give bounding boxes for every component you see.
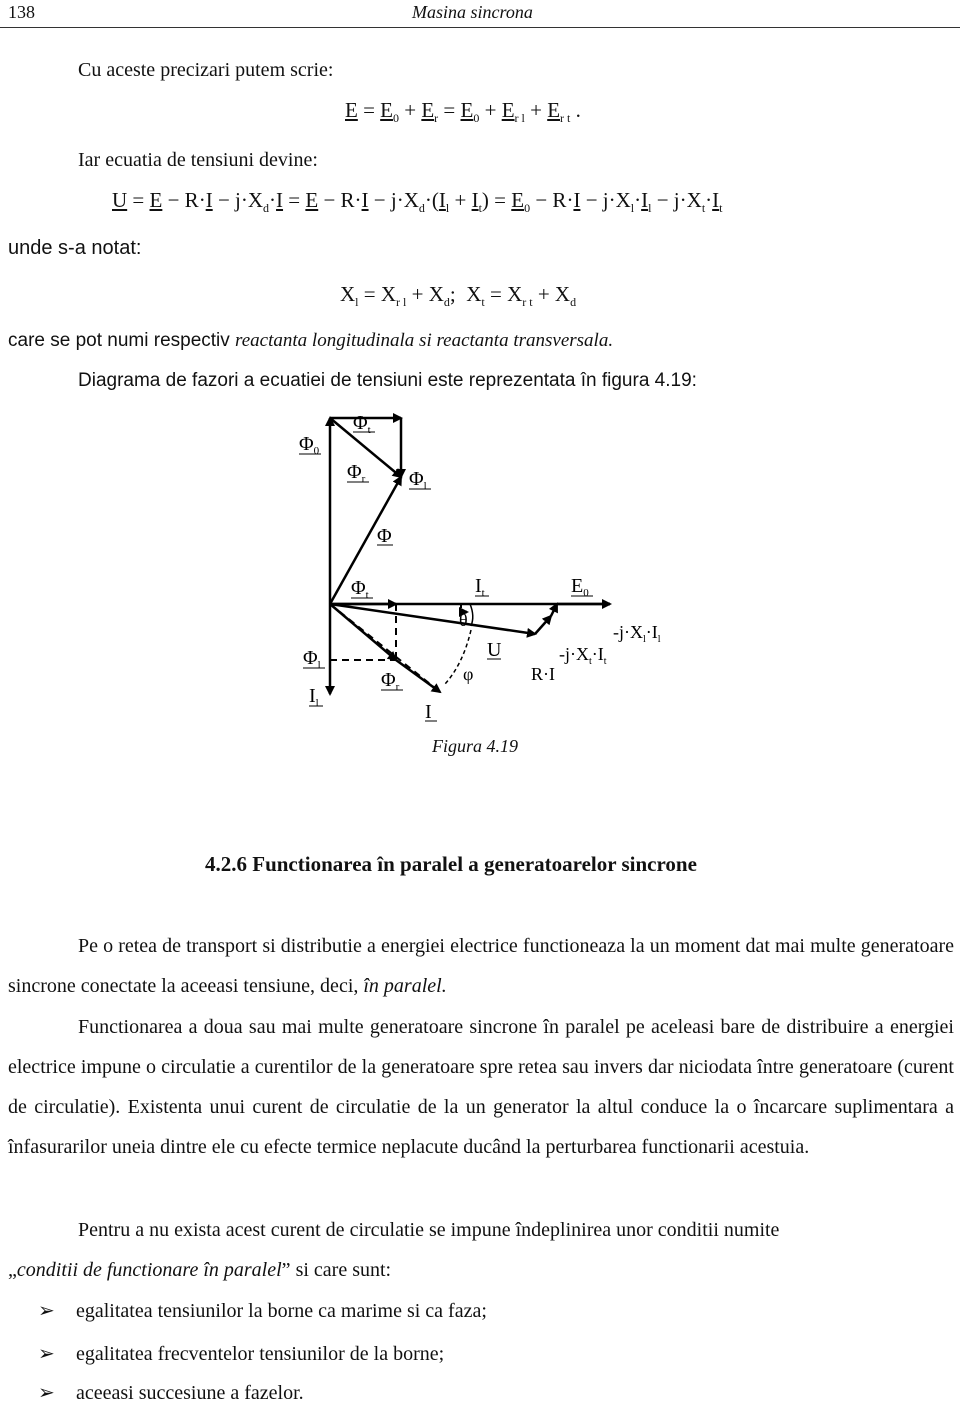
label-phi0: $\Phi_0$: [299, 433, 320, 457]
label-phi-r: $\Phi_r$: [347, 461, 366, 485]
paragraph-3-close-quote: ”: [281, 1259, 291, 1281]
bullet-item: ➢ egalitatea frecventelor tensiunilor de la borne;: [38, 1343, 445, 1365]
arc-theta: [470, 604, 473, 626]
paragraph-1-italic: în paralel.: [363, 975, 447, 997]
intro-text: Cu aceste precizari putem scrie:: [78, 59, 334, 81]
label-il: $I_l$: [309, 685, 319, 709]
label-phi-r-lower: $\Phi_r$: [381, 669, 400, 693]
notation-intro: unde s-a notat:: [8, 237, 142, 259]
paragraph-3-suffix: si care sunt:: [290, 1259, 392, 1281]
paragraph-1: [8, 926, 954, 1006]
label-phi-l-lower: $\Phi_l$: [303, 647, 321, 671]
label-ri: R·I: [531, 664, 555, 684]
paragraph-1-text: Pe o retea de transport si distributie a energiei electrice functioneaza la un moment dat mai multe generatoare sincrone conectate la aceeasi tensiune, deci,: [8, 935, 954, 997]
arrow-bullet-icon: ➢: [38, 1382, 55, 1404]
reactance-sentence: [8, 330, 613, 353]
arrow-bullet-icon: ➢: [38, 1343, 55, 1365]
label-varphi: φ: [463, 664, 474, 684]
equation-voltage: $U = E - R\cdot I - j\cdot X_d\cdot I = E - R\cdot I - j\cdot X_d\cdot(I_l + I_t) = E_0 - R\cdot I - j\cdot X_l\cdot I_l - j\cdot X_t\cdot I_t$: [112, 188, 723, 215]
label-phi-t: $\Phi_t$: [353, 412, 371, 436]
header-rule: [0, 27, 960, 28]
phasor-jxtit: [551, 604, 557, 616]
reactance-sentence-italic: reactanta longitudinala si reactanta transversala.: [235, 330, 614, 351]
section-heading: 4.2.6 Functionarea în paralel a generatoarelor sincrone: [205, 852, 697, 876]
phasor-ri: [535, 616, 551, 634]
diagram-intro: Diagrama de fazori a ecuatiei de tensiuni este reprezentata în figura 4.19:: [78, 370, 697, 391]
label-u: U: [487, 639, 502, 661]
label-phi: Φ: [377, 525, 392, 547]
phasor-diagram: [295, 402, 665, 724]
running-title: Masina sincrona: [412, 2, 533, 22]
label-it: $I_t$: [475, 575, 485, 599]
paragraph-3-italic: conditii de functionare în paralel: [16, 1259, 282, 1281]
label-theta: θ: [459, 610, 468, 630]
bullet-item: ➢ aceeasi succesiune a fazelor.: [38, 1382, 304, 1404]
page-number: 138: [8, 2, 35, 22]
reactance-sentence-prefix: care se pot numi respectiv: [8, 330, 236, 351]
label-phi-l: $\Phi_l$: [409, 468, 427, 492]
label-jxtit: $-j\cdot X_t\cdot I_t$: [559, 644, 607, 667]
label-jxlil: $-j\cdot X_l\cdot I_l$: [613, 622, 661, 645]
label-phi-t-lower: $\Phi_t$: [351, 577, 369, 601]
paragraph-2: Functionarea a doua sau mai multe generatoare sincrone în paralel pe aceleasi bare de distribuire a energiei electrice impune o circulatie a curentilor de la generatoare spre retea sau invers dar niciodata între generatoare (curent de circulatie). Existenta unui curent de circulatie de la un generator la altul conduce la o încarcare suplimentara a înfasurarilor uneia dintre ele cu efecte termice neplacute ducând la perturbarea functionarii acestuia.: [8, 1016, 954, 1158]
paragraph-3-open-quote: „: [8, 1259, 17, 1281]
equation-emf: $E = E_0 + E_r = E_0 + E_{r l} + E_{r t}$ .: [345, 98, 581, 125]
tension-intro: Iar ecuatia de tensiuni devine:: [78, 149, 318, 171]
equation-reactance: $X_l = X_{r l} + X_d$; $X_t = X_{r t} + X_d$: [340, 282, 577, 309]
label-e0: $E_0$: [571, 575, 589, 599]
paragraph-3-text: Pentru a nu exista acest curent de circulatie se impune îndeplinirea unor conditii numite: [78, 1219, 780, 1241]
paragraph-3: [8, 1210, 954, 1290]
arrow-bullet-icon: ➢: [38, 1300, 55, 1322]
figure-caption: Figura 4.19: [432, 736, 519, 756]
label-i: I: [425, 701, 432, 723]
bullet-item: ➢ egalitatea tensiunilor la borne ca marime si ca faza;: [38, 1300, 487, 1322]
